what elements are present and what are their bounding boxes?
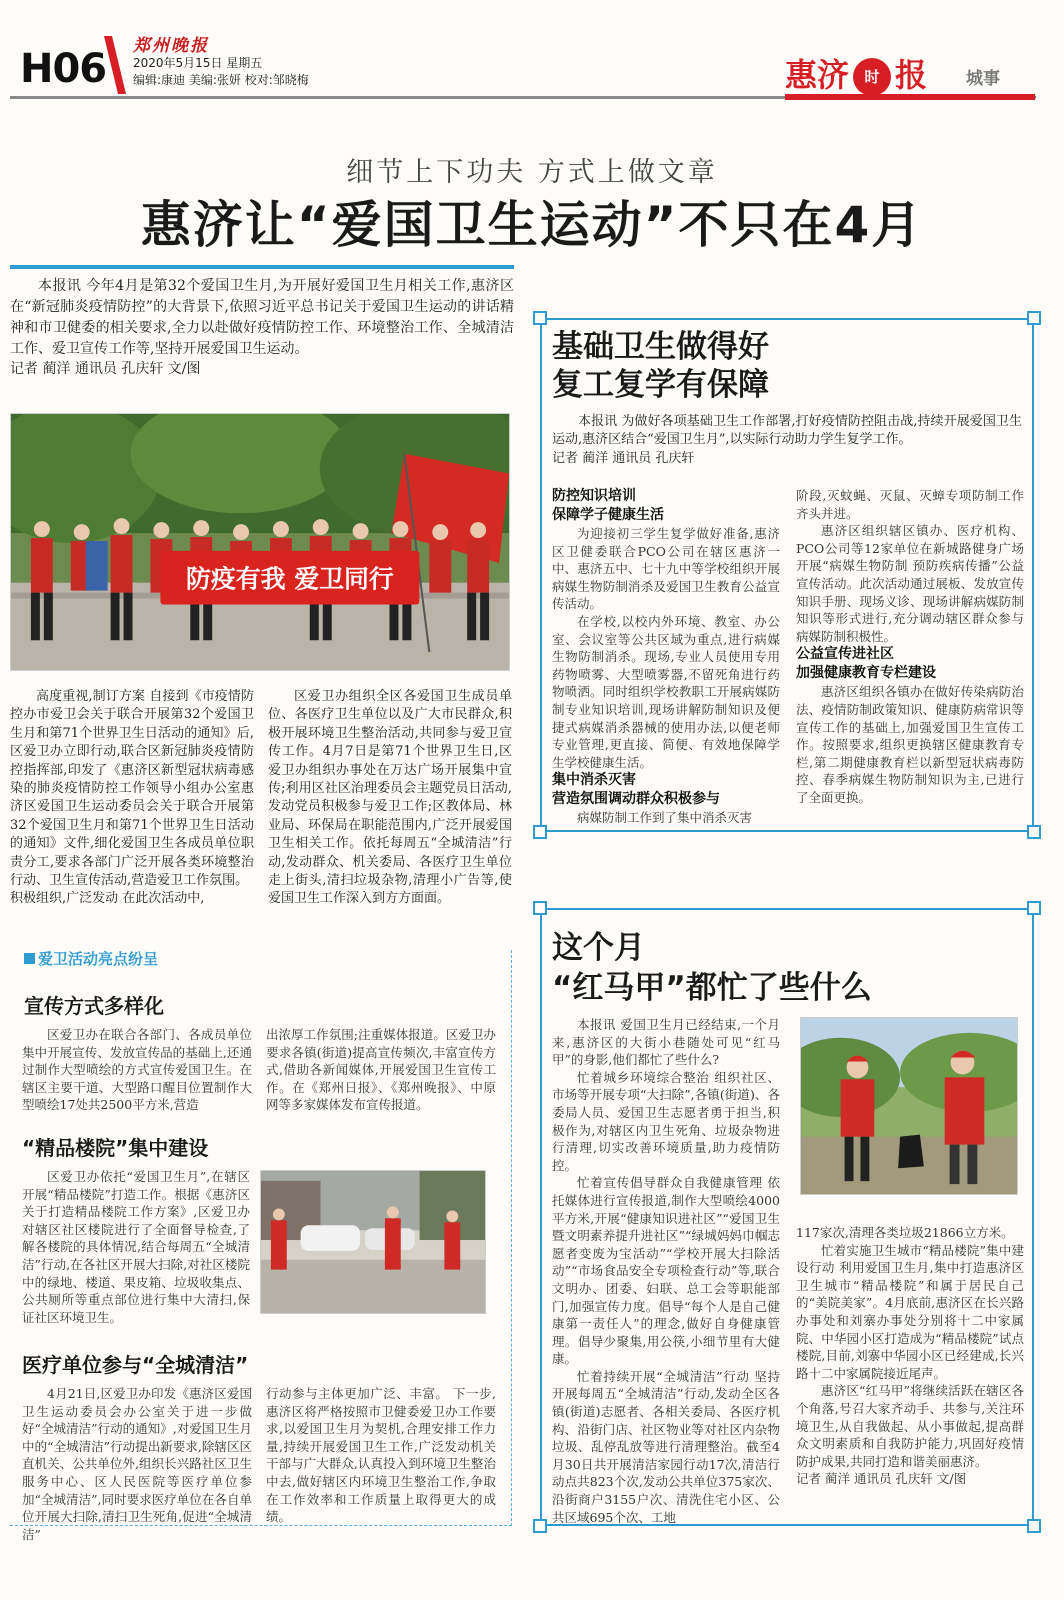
box-b-para-6: 忙着实施卫生城市“精品楼院”集中建设行动 利用爱国卫生月,集中打造惠济区卫生城市“精品楼院”和属于居民自己的“美院美家”。4月底前,惠济区在长兴路办事处和刘寨办事处分别将十二中家属院、中华园小区打造成为“精品楼院”试点楼院,目前,刘寨中华园小区已经建成,长兴路十二中家属院接近尾声。 xyxy=(796,1242,1024,1381)
article-subtitle: 细节上下功夫 方式上做文章 xyxy=(346,157,718,188)
box-a-para-5: 惠济区组织辖区镇办、医疗机构、PCO公司等12家单位在新城路健身广场开展“病媒生物防制 预防疾病传播”公益宣传活动。此次活动通过展板、发放宣传知识手册、现场义诊、现场讲解病媒防制知识等形式进行,充分调动辖区群众参与病媒防制积极性。 xyxy=(796,523,1024,644)
box-b-para-2: 忙着城乡环境综合整治 组织社区、市场等开展专项“大扫除”,各镇(街道)、各委局人员、爱国卫生志愿者勇于担当,积极作为,对辖区内卫生死角、垃圾杂物进行清理,切实改善环境质量,助力疫情防控。 xyxy=(552,1069,780,1173)
page-number: H06 xyxy=(20,46,107,92)
box-a-column-1 xyxy=(552,487,780,827)
box-a-subhead-2b: 营造氛围调动群众积极参与 xyxy=(552,791,720,808)
highlights-heading-text: 爱卫活动亮点纷呈 xyxy=(38,950,159,968)
box-b-para-5: 117家次,清理各类垃圾21866立方米。 xyxy=(796,1225,1014,1240)
box-a-subhead-3b: 加强健康教育专栏建设 xyxy=(796,665,936,682)
highlight-2-title: “精品楼院”集中建设 xyxy=(22,1136,209,1160)
box-a-title-line1: 基础卫生做得好 xyxy=(552,329,769,365)
col1-tail: 积极组织,广泛发动 在此次活动中, xyxy=(10,891,205,907)
box-b-title xyxy=(552,928,872,1008)
box-a-para-6: 惠济区组织各镇办在做好传染病防治法、疫情防制政策知识、健康防病常识等宣传工作的基础上,加强爱国卫生宣传工作。按照要求,组织更换辖区健康教育专栏,第二期健康教育栏以新型冠状病毒防控、春季病媒生物防制知识为主,已进行了全面更换。 xyxy=(796,684,1024,805)
box-b-byline: 记者 蔺洋 通讯员 孔庆轩 文/图 xyxy=(796,1471,967,1487)
highlight-1-col2: 出浓厚工作氛围;注重媒体报道。区爱卫办要求各镇(街道)提高宣传频次,丰富宣传方式,借助各新闻媒体,开展爱国卫生宣传工作。在《郑州日报》、《郑州晚报》、中原网等多家媒体发布宣传报道。 xyxy=(266,1027,496,1113)
square-bullet-icon xyxy=(24,953,35,964)
date-line: 2020年5月15日 星期五 xyxy=(133,56,263,70)
brand-bar xyxy=(785,94,1035,100)
brand-badge: 时 xyxy=(853,58,891,96)
box-b-title-line2: “红马甲”都忙了些什么 xyxy=(552,970,872,1006)
article-lead: 本报讯 今年4月是第32个爱国卫生月,为开展好爱国卫生月相关工作,惠济区在“新冠肺炎疫情防控”的大背景下,依照习近平总书记关于爱国卫生运动的讲话精神和市卫健委的相关要求,全力以赴做好疫情防控工作、环境整治工作、全城清洁工作、爱卫宣传工作等,坚持开展爱国卫生运动。 xyxy=(10,278,514,357)
section-brand xyxy=(785,50,927,96)
brand-right: 报 xyxy=(895,56,928,94)
highlight-2-text: 区爱卫办依托“爱国卫生月”,在辖区开展“精品楼院”打造工作。根据《惠济区关于打造精品楼院工作方案》,区爱卫办对辖区社区楼院进行了全面督导检查,了解各楼院的具体情况,结合每周五“全城清洁”行动,在各社区开展大扫除,对社区楼院中的绿地、楼道、果皮箱、垃圾收集点、公共厕所等重点部位进行集中大清扫,保证社区环境卫生。 xyxy=(22,1169,250,1325)
courtyard-photo xyxy=(260,1170,486,1314)
newspaper-logo: 郑州晚报 xyxy=(133,36,209,56)
highlight-3-col1: 4月21日,区爱卫办印发《惠济区爱国卫生运动委员会办公室关于进一步做好“全城清洁”行动的通知》,对爱国卫生月中的“全城清洁”行动提出新要求,除辖区区直机关、公共单位外,组织长兴路社区卫生服务中心、区人民医院等医疗单位参加“全城清洁”,同时要求医疗单位在各自单位开展大扫除,清扫卫生死角,促进“全城清洁” xyxy=(22,1386,252,1542)
section-name: 城事 xyxy=(966,69,1000,89)
article-title: 惠济让“爱国卫生运动”不只在4月 xyxy=(140,196,924,254)
box-b-para-7: 惠济区“红马甲”将继续活跃在辖区各个角落,号召大家齐动手、共参与,关注环境卫生,从自我做起、从小事做起,提高群众文明素质和自我防护能力,巩固好疫情防护成果,共同打造和谐美丽惠济。 xyxy=(796,1383,1024,1469)
box-a-subhead-3a: 公益宣传进社区 xyxy=(796,646,894,663)
highlights-heading xyxy=(24,948,158,969)
body-column-2: 区爱卫办组织全区各爱国卫生成员单位、各医疗卫生单位以及广大市民群众,积极开展环境卫生整治活动,共同参与爱卫宣传工作。4月7日是第71个世界卫生日,区爱卫办组织办事处在万达广场开展集中宣传;利用区社区治理委员会主题党员日活动,发动党员积极参与爱卫工作;区教体局、林业局、环保局在职能范围内,广泛开展爱国卫生相关工作。依托每周五“全城清洁”行动,发动群众、机关委局、各医疗卫生单位走上街头,清扫垃圾杂物,清理小广告等,使爱国卫生工作深入到方方面面。 xyxy=(268,689,512,907)
group-photo xyxy=(10,413,510,671)
box-b-para-3: 忙着宣传倡导群众自我健康管理 依托媒体进行宣传报道,制作大型喷绘4000平方米,开展“健康知识进社区”“爱国卫生暨文明素养提升进社区”“绿城妈妈巾帼志愿者变废为宝活动”“学校开展大扫除活动”“市场食品安全专项检查行动”等,联合文明办、团委、妇联、总工会等职能部门,加强宣传力度。倡导“每个人是自己健康第一责任人”的理念,做好自身健康管理。倡导少聚集,用公筷,小细节里有大健康。 xyxy=(552,1175,780,1367)
box-a-para-4: 阶段,灭蚊蝇、灭鼠、灭蟑专项防制工作齐头并进。 xyxy=(796,488,1024,521)
editor-credits: 编辑:康迪 美编:张妍 校对:邹晓梅 xyxy=(133,73,309,87)
box-b-para-4: 忙着持续开展“全城清洁”行动 坚持开展每周五“全城清洁”行动,发动全区各镇(街道)志愿者、各相关委局、各医疗机构、沿街门店、社区物业等对社区内杂物垃圾、乱停乱放等进行清理整治。截至4月30日共开展清洁家园行动17次,清洁行动点共823个次,发动公共单位375家次、沿街商户3155户次、清洗住宅小区、公共区域695个次、工地 xyxy=(552,1368,780,1525)
box-a-title xyxy=(552,328,769,404)
box-a-byline: 记者 蔺洋 通讯员 孔庆轩 xyxy=(552,451,695,466)
lead-rule xyxy=(10,265,514,269)
box-a-para-3: 病媒防制工作到了集中消杀灭害 xyxy=(577,810,753,826)
box-a-lead: 本报讯 为做好各项基础卫生工作部署,打好疫情防控阻击战,持续开展爱国卫生运动,惠济区结合“爱国卫生月”,以实际行动助力学生复学工作。 xyxy=(552,414,1022,448)
box-a-column-2 xyxy=(796,487,1024,807)
brand-left: 惠济 xyxy=(785,56,850,94)
body-column-1 xyxy=(10,688,254,909)
box-b-column-1 xyxy=(552,1016,780,1526)
highlight-3-title: 医疗单位参与“全城清洁” xyxy=(22,1353,249,1377)
box-a-para-2: 在学校,以校内外环境、教室、办公室、会议室等公共区域为重点,进行病媒生物防制消杀。现场,专业人员使用专用药物喷雾、大型喷雾器,不留死角进行药物喷洒。同时组织学校教职工开展病媒防制专业知识培训,现场讲解防制知识及便捷式病媒消杀器械的使用办法,以便老师专业管理,更直接、简便、有效地保障学生学校健康生活。 xyxy=(552,613,780,770)
page-slash-icon xyxy=(100,36,128,94)
volunteers-photo xyxy=(800,1017,1018,1195)
highlight-1-col1: 区爱卫办在联合各部门、各成员单位集中开展宣传、发放宣传品的基础上,还通过制作大型喷绘的方式宣传爱国卫生。在辖区主要干道、大型路口醒目位置制作大型喷绘17处共2500平方米,营造 xyxy=(22,1027,252,1113)
article-byline: 记者 蔺洋 通讯员 孔庆轩 文/图 xyxy=(10,361,201,377)
box-b-column-2 xyxy=(796,1224,1024,1488)
box-b-title-line1: 这个月 xyxy=(552,930,645,966)
box-a-subhead-2a: 集中消杀灭害 xyxy=(552,772,636,789)
box-a-subhead-1b: 保障学子健康生活 xyxy=(552,507,664,523)
box-a-para-1: 为迎接初三学生复学做好准备,惠济区卫健委联合PCO公司在辖区惠济一中、惠济五中、七十九中等学校组织开展病媒生物防制消杀及爱国卫生教育公益宣传活动。 xyxy=(552,526,780,612)
highlight-3-col2: 行动参与主体更加广泛、丰富。 下一步,惠济区将严格按照市卫健委爱卫办工作要求,以爱国卫生月为契机,合理安排工作力量,持续开展爱国卫生工作,广泛发动机关干部与广大群众,认真投入到环境卫生整治中去,做好辖区内环境卫生整治工作,争取在工作效率和工作质量上取得更大的成绩。 xyxy=(266,1386,496,1525)
box-b-para-1: 本报讯 爱国卫生月已经结束,一个月来,惠济区的大街小巷随处可见“红马甲”的身影,他们都忙了些什么? xyxy=(552,1017,780,1068)
col1-text: 高度重视,制订方案 自接到《市疫情防控办市爱卫会关于联合开展第32个爱国卫生月和第71个世界卫生日活动的通知》后,区爱卫办立即行动,联合区新冠肺炎疫情防控指挥部,印发了《惠济区新型冠状病毒感染的肺炎疫情防控工作领导小组办公室惠济区爱国卫生运动委员会关于联合开展第32个爱国卫生月和第71个世界卫生日活动的通知》文件,细化爱国卫生各成员单位职责分工,要求各部门广泛开展各类环境整治行动、卫生宣传活动,营造爱卫工作氛围。 xyxy=(10,689,254,889)
box-a-subhead-1a: 防控知识培训 xyxy=(552,488,636,504)
box-a-title-line2: 复工复学有保障 xyxy=(552,367,769,403)
photo-banner-text: 防疫有我 爱卫同行 xyxy=(185,564,394,594)
highlight-1-title: 宣传方式多样化 xyxy=(24,994,164,1018)
